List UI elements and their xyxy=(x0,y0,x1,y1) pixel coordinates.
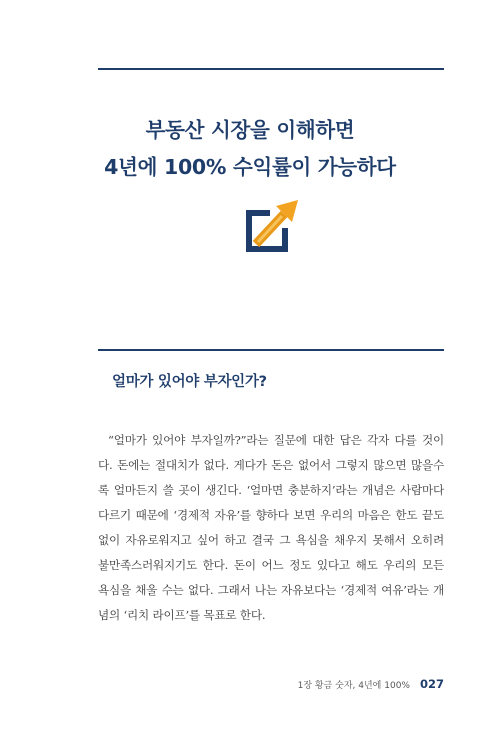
section-rule xyxy=(98,349,444,351)
page-footer xyxy=(298,677,444,691)
footer-chapter: 1장 황금 숫자, 4년에 100% xyxy=(297,681,410,691)
top-rule xyxy=(98,68,444,70)
section-heading: 얼마가 있어야 부자인가? xyxy=(112,374,267,390)
body-line: “얼마가 있어야 부자일까?”라는 질문에 대한 답은 각자 다를 것이 xyxy=(108,433,444,447)
body-line: 없이 자유로워지고 싶어 하고 결국 그 욕심을 채우지 못해서 오히려 xyxy=(98,533,444,547)
body-line: 다르기 때문에 ‘경제적 자유’를 향하다 보면 우리의 마음은 한도 끝도 xyxy=(98,508,444,522)
body-line: 념의 ‘리치 라이프’를 목표로 한다. xyxy=(98,608,266,622)
body-line: 록 얼마든지 쓸 곳이 생긴다. ‘얼마면 충분하지’라는 개념은 사람마다 xyxy=(98,483,444,497)
body-line: 불만족스러워지기도 한다. 돈이 어느 정도 있다고 해도 우리의 모든 xyxy=(98,558,444,572)
chapter-title-line-1: 부동산 시장을 이해하면 xyxy=(145,118,355,142)
chapter-title-line-2: 4년에 100% 수익률이 가능하다 xyxy=(104,155,396,179)
body-line: 욕심을 채울 수는 없다. 그래서 나는 자유보다는 ‘경제적 여유’라는 개 xyxy=(98,583,444,597)
page-number: 027 xyxy=(419,677,444,691)
body-line: 다. 돈에는 절대치가 없다. 게다가 돈은 없어서 그렇지 많으면 많을수 xyxy=(98,458,444,472)
rising-arrow-box-icon xyxy=(242,196,302,256)
